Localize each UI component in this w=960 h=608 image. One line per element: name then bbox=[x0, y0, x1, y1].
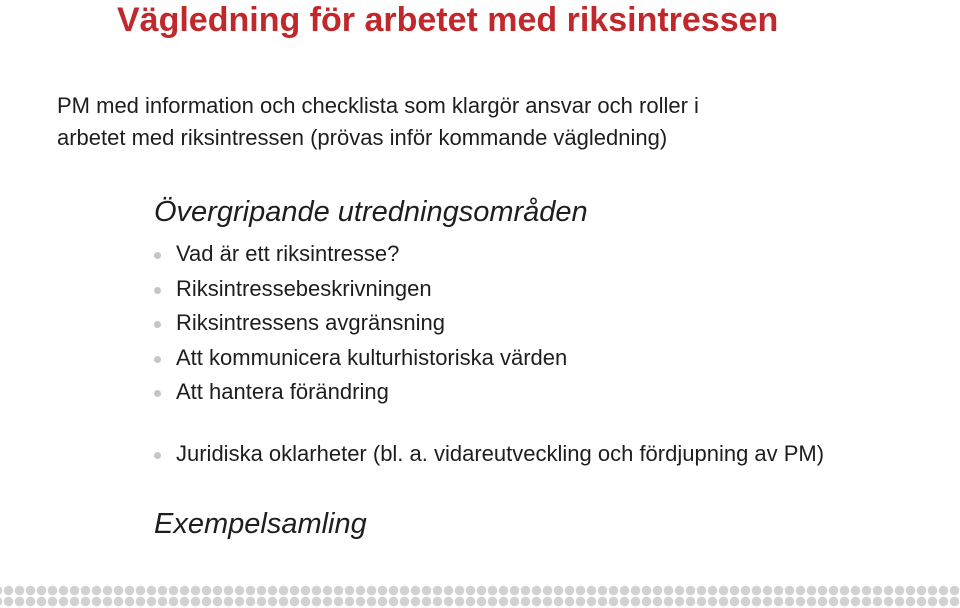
section-heading-overgripande: Övergripande utredningsområden bbox=[154, 196, 588, 228]
intro-line-1: PM med information och checklista som klargör ansvar och roller i bbox=[57, 93, 699, 118]
list-item bbox=[154, 272, 567, 307]
list-item-text: Riksintressens avgränsning bbox=[176, 310, 446, 336]
section-heading-exempelsamling: Exempelsamling bbox=[154, 508, 367, 540]
list-item-text: Juridiska oklarheter (bl. a. vidareutveckling och fördjupning av PM) bbox=[176, 441, 825, 466]
bullet-icon bbox=[154, 356, 161, 363]
list-item bbox=[154, 341, 567, 376]
list-item bbox=[154, 437, 824, 472]
bullet-icon bbox=[154, 321, 161, 328]
list-item bbox=[154, 375, 567, 410]
list-item-text: Riksintressebeskrivningen bbox=[176, 275, 432, 301]
bullet-icon bbox=[154, 287, 161, 294]
slide-title: Vägledning för arbetet med riksintressen bbox=[117, 1, 779, 39]
decorative-dot-pattern bbox=[0, 584, 960, 608]
intro-paragraph bbox=[57, 90, 699, 154]
intro-line-2: arbetet med riksintressen (prövas inför kommande vägledning) bbox=[57, 125, 668, 150]
bullet-icon bbox=[154, 390, 161, 397]
list-item-text: Att hantera förändring bbox=[176, 379, 389, 405]
bullet-list-juridiska bbox=[154, 437, 824, 472]
list-item-text: Att kommunicera kulturhistoriska värden bbox=[176, 344, 568, 370]
bullet-list-utredningsomraden bbox=[154, 237, 567, 410]
list-item bbox=[154, 306, 567, 341]
bullet-icon bbox=[154, 252, 161, 259]
bullet-icon bbox=[154, 452, 161, 459]
list-item-text: Vad är ett riksintresse? bbox=[176, 241, 400, 266]
list-item bbox=[154, 237, 567, 272]
